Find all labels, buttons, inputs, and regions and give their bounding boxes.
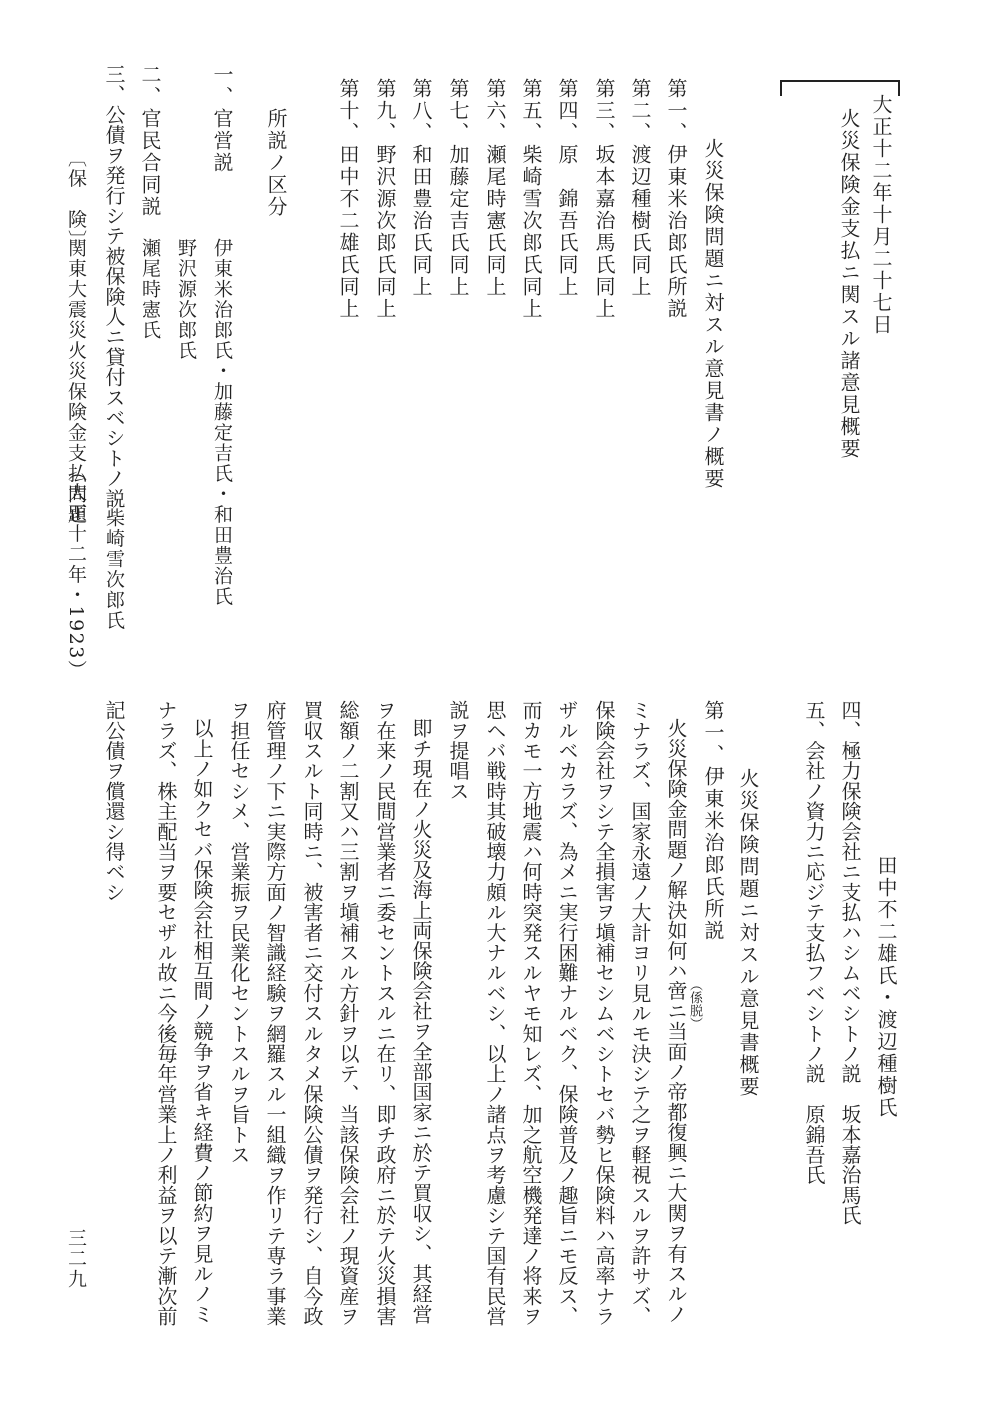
top-rule bbox=[780, 80, 900, 82]
outline-item-9: 第九、野沢源次郎氏同上 bbox=[373, 78, 397, 320]
annotation-note: （係脱） bbox=[687, 978, 702, 1030]
body-line-14: 以上ノ如クセバ保険会社相互間ノ競争ヲ省キ経費ノ節約ヲ見ルノミ bbox=[190, 718, 214, 1324]
classification-label-5: 五、会社ノ資力ニ応ジテ支払フベシトノ説 原錦吾氏 bbox=[802, 700, 826, 1185]
classification-label-4: 四、極力保険会社ニ支払ハシムベシトノ説 坂本嘉治馬氏 bbox=[838, 700, 862, 1226]
footer-era: （大正十二年・1923） bbox=[65, 462, 87, 681]
footer-title: 関東大震災火災保険金支払問題 bbox=[65, 238, 87, 525]
page-number: 三二九 bbox=[65, 1228, 87, 1290]
body-line-16: 記公債ヲ償還シ得ベシ bbox=[102, 700, 126, 902]
body-line-1: 火災保険金問題ノ解決如何ハ啻ニ当面ノ帝都復興ニ大関ヲ有スルノ bbox=[664, 718, 688, 1324]
body-line-6: 思ヘバ戦時其破壊力頗ル大ナルベシ、以上ノ諸点ヲ考慮シテ国有民営 bbox=[483, 700, 507, 1327]
body-line-9: ヲ在来ノ民間営業者ニ委セントスルニ在リ、即チ政府ニ於テ火災損害 bbox=[373, 700, 397, 1327]
body-line-5: 而カモ一方地震ハ何時突発スルヤモ知レズ、加之航空機発達ノ将来ヲ bbox=[519, 700, 543, 1327]
classification-label-1: 一、官営説 bbox=[210, 64, 234, 174]
body-line-7: 説ヲ提唱ス bbox=[446, 700, 470, 801]
outline-item-3: 第三、坂本嘉治馬氏同上 bbox=[592, 78, 616, 320]
body-line-15: ナラズ、株主配当ヲ要セザル故ニ今後毎年営業上ノ利益ヲ以テ漸次前 bbox=[154, 700, 178, 1327]
classification-heading: 所説ノ区分 bbox=[264, 108, 288, 218]
header-title: 火災保険金支払ニ関スル諸意見概要 bbox=[837, 108, 861, 460]
top-rule-left-tick bbox=[780, 80, 782, 96]
header-date: 大正十二年十月二十七日 bbox=[869, 94, 893, 336]
first-opinion-heading: 第一、伊東米治郎氏所説 bbox=[701, 700, 725, 942]
outline-item-4: 第四、原 錦吾氏同上 bbox=[555, 78, 579, 298]
outline-heading: 火災保険問題ニ対スル意見書ノ概要 bbox=[701, 138, 725, 490]
body-line-3: 保険会社ヲシテ全損害ヲ塡補セシムベシトセバ勢ヒ保険料ハ高率ナラ bbox=[592, 700, 616, 1327]
continued-names: 田中不二雄氏・渡辺種樹氏 bbox=[874, 855, 898, 1119]
body-line-2: ミナラズ、国家永遠ノ大計ヨリ見ルモ決シテ之ヲ軽視スルヲ許サズ、 bbox=[628, 700, 652, 1327]
classification-label-2: 二、官民合同説 bbox=[138, 64, 162, 218]
top-rule-right-tick bbox=[898, 80, 900, 96]
outline-item-1: 第一、伊東米治郎氏所説 bbox=[664, 78, 688, 320]
classification-names-1a: 伊東米治郎氏・加藤定吉氏・和田豊治氏 bbox=[211, 238, 233, 607]
body-line-11: 買収スルト同時ニ、被害者ニ交付スルタメ保険公債ヲ発行シ、自今政 bbox=[300, 700, 324, 1327]
outline-item-2: 第二、渡辺種樹氏同上 bbox=[628, 78, 652, 298]
classification-names-3: 柴崎雪次郎氏 bbox=[103, 508, 125, 631]
body-line-8: 即チ現在ノ火災及海上両保険会社ヲ全部国家ニ於テ買収シ、其経営 bbox=[409, 718, 433, 1324]
footer-category: 〔保 険〕 bbox=[65, 148, 87, 251]
classification-names-1b: 野沢源次郎氏 bbox=[175, 238, 197, 361]
body-line-12: 府管理ノ下ニ実際方面ノ智識経験ヲ網羅スル一組織ヲ作リテ専ラ事業 bbox=[263, 700, 287, 1327]
section-heading: 火災保険問題ニ対スル意見書概要 bbox=[736, 768, 760, 1098]
outline-item-10: 第十、田中不二雄氏同上 bbox=[336, 78, 360, 320]
outline-item-8: 第八、和田豊治氏同上 bbox=[409, 78, 433, 298]
body-line-4: ザルベカラズ、為メニ実行困難ナルベク、保険普及ノ趣旨ニモ反ス、 bbox=[555, 700, 579, 1327]
classification-label-3: 三、公債ヲ発行シテ被保険人ニ貸付スベシトノ説 bbox=[102, 64, 126, 509]
classification-names-2: 瀬尾時憲氏 bbox=[139, 238, 161, 341]
outline-item-6: 第六、瀬尾時憲氏同上 bbox=[483, 78, 507, 298]
body-line-10: 総額ノ二割又ハ三割ヲ塡補スル方針ヲ以テ、当該保険会社ノ現資産ヲ bbox=[336, 700, 360, 1327]
outline-item-5: 第五、柴崎雪次郎氏同上 bbox=[519, 78, 543, 320]
outline-item-7: 第七、加藤定吉氏同上 bbox=[446, 78, 470, 298]
body-line-13: ヲ担任セシメ、営業振ヲ民業化セントスルヲ旨トス bbox=[227, 700, 251, 1165]
